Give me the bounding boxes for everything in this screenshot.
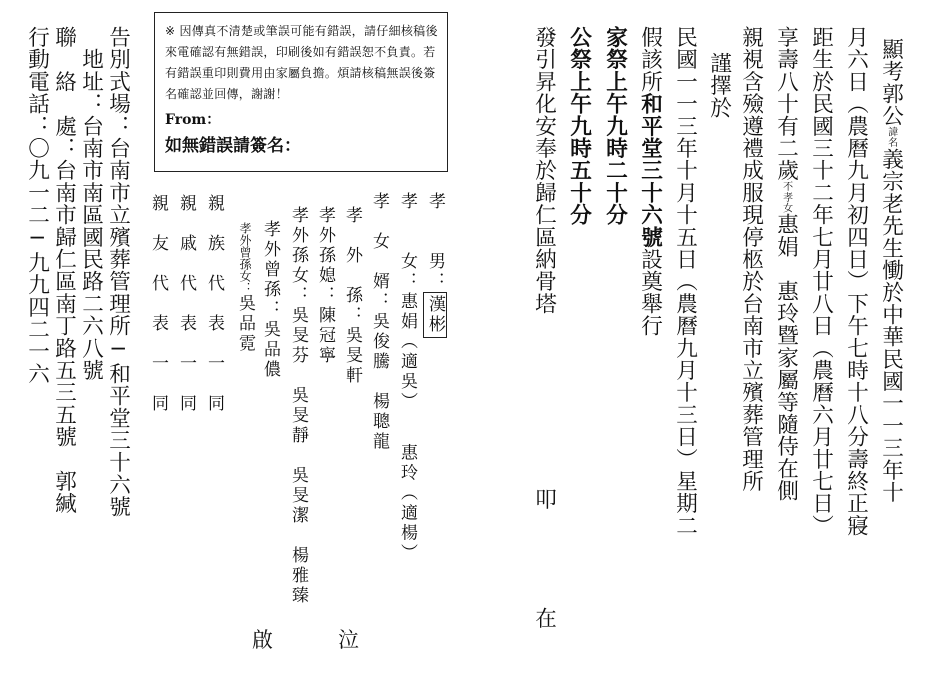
family-grandson: 孝 外 孫：吳旻軒 (342, 206, 362, 386)
obituary-line-11: 發引昇化安奉於歸仁區納骨塔 (531, 26, 557, 315)
contact-address: 聯 絡 處：台南市歸仁區南丁路五三五號 郭緘 (51, 26, 77, 515)
family-daughters: 孝 女：惠娟（適吳） 惠玲（適楊） (397, 192, 417, 564)
closing-qi: 啟 (252, 628, 273, 652)
obituary-line-7: 民國一一三年十月十五日（農曆九月十三日）星期二 (672, 26, 698, 537)
obituary-trail: 叩 在 (531, 488, 557, 667)
notice-sign-label[interactable]: 如無錯誤請簽名： (165, 136, 301, 156)
closing-qi-weep: 泣 (338, 628, 359, 652)
obituary-line-3: 距生於民國三十二年七月廿八日（農曆六月廿七日） (808, 26, 834, 537)
proofread-notice-box (154, 12, 448, 172)
obituary-line-4: 享壽八十有二歲不孝女惠娟 惠玲暨家屬等隨侍在側 (773, 26, 799, 502)
family-grandson-wife: 孝外孫媳：陳冠寧 (315, 206, 335, 366)
clan-representatives: 親 族 代 表 一 同 (204, 194, 224, 414)
contact-phone: 行動電話：〇九一二─九九四二一六 (24, 26, 50, 385)
obituary-line-5: 親視含殮遵禮成服現停柩於台南市立殯葬管理所 (738, 26, 764, 493)
public-ceremony-time: 公祭上午九時五十分 (566, 26, 592, 226)
obituary-line-8: 假該所和平堂三十六號設奠舉行 (637, 26, 663, 337)
son-name: 漢彬 (423, 292, 447, 338)
family-son: 孝 男：漢彬 (426, 192, 443, 338)
family-soninlaws: 孝 女 婿：吳俊騰 楊聰龍 (369, 192, 389, 452)
family-ceremony-time: 家祭上午九時二十分 (602, 26, 628, 226)
friend-representatives: 親 友 代 表 一 同 (148, 194, 168, 414)
obituary-line-6: 謹擇於 (706, 52, 732, 119)
ceremony-venue: 告別式場：台南市立殯葬管理所─和平堂三十六號 (105, 26, 131, 518)
family-greatgrandson: 孝外曾孫：吳品儂 (260, 220, 280, 380)
venue-address: 地址：台南市南區國民路二六八號 (78, 26, 104, 382)
proofread-notice-text: ※ 因傳真不清楚或筆誤可能有錯誤，請仔細核稿後來電確認有無錯誤，印刷後如有錯誤恕不負責。若有錯誤重印則費用由家屬負擔。煩請核稿無誤後簽名確認並回傳，謝謝！ (165, 24, 438, 101)
obituary-line-1: 顯考郭公諱名義宗老先生慟於中華民國一一三年十 (878, 38, 904, 504)
notice-from-label: From： (165, 112, 221, 128)
family-greatgranddaughter: 孝外曾孫女：吳品霓 (235, 222, 255, 354)
family-granddaughters: 孝外孫女：吳旻芬 吳旻靜 吳旻潔 楊雅臻 (288, 206, 308, 606)
relative-representatives: 親 戚 代 表 一 同 (176, 194, 196, 414)
obituary-line-2: 月六日（農曆九月初四日）下午七時十八分壽終正寢 (843, 26, 869, 537)
